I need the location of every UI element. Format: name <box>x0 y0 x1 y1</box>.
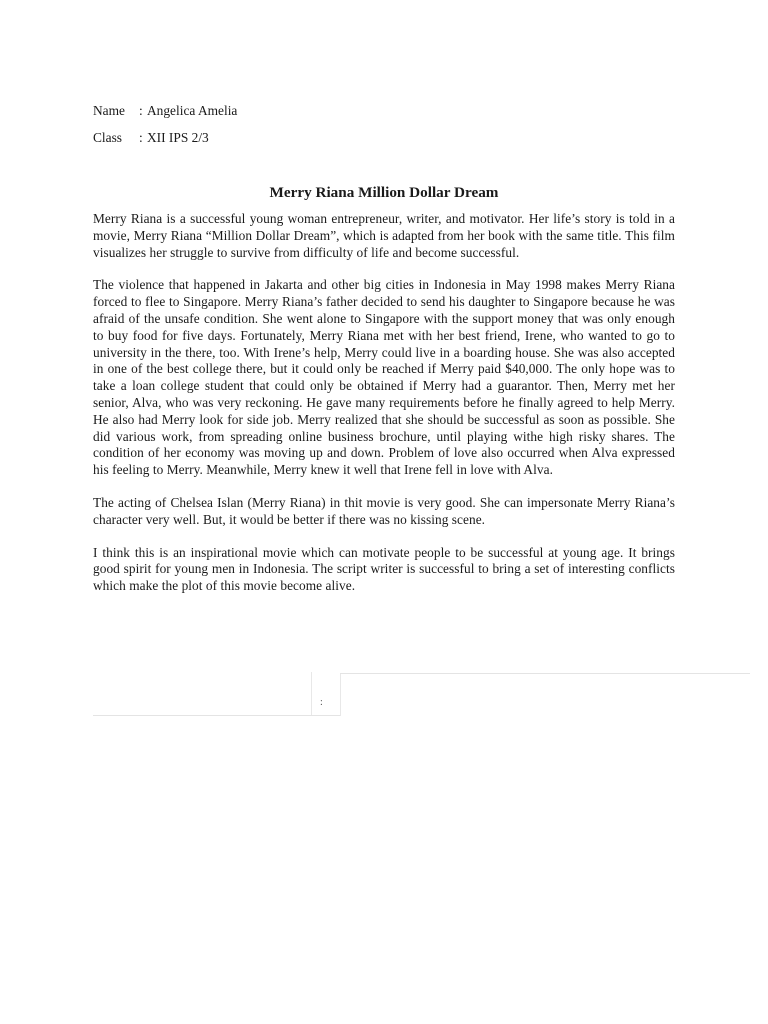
name-separator: : <box>139 103 143 118</box>
student-class-row <box>93 130 209 146</box>
class-label: Class <box>93 130 123 145</box>
footer-colon: : <box>320 697 323 708</box>
name-label: Name <box>93 103 125 118</box>
footer-bottom-rule <box>93 715 311 716</box>
footer-divider-left <box>311 672 312 716</box>
footer-mid-rule <box>311 715 340 716</box>
document-title: Merry Riana Million Dollar Dream <box>269 184 499 201</box>
footer-divider-right <box>340 674 341 716</box>
paragraph-introduction: Merry Riana is a successful young woman entrepreneur, writer, and motivator. Her life’s story is told in a movie, Merry Riana “Million Dollar Dream”, which is adapted from her book with the same title. This film visualizes her struggle to survive from difficulty of life and become successful. <box>93 211 675 260</box>
paragraph-synopsis: The violence that happened in Jakarta and other big cities in Indonesia in May 1998 makes Merry Riana forced to flee to Singapore. Merry Riana’s father decided to send his daughter to Singapore because he was afraid of the unsafe condition. She went alone to Singapore with the support money that was only enough to buy food for five days. Fortunately, Merry Riana met with her best friend, Irene, who wanted to go to university in the there, too. With Irene’s help, Merry could live in a boarding house. She was also accepted in one of the best college there, but it could only be reached if Merry paid $40,000. The only hope was to take a loan college student that could only be obtained if Merry had a guarantor. Then, Merry met her senior, Alva, who was very reckoning. He gave many requirements before he finally agreed to help Merry. He also had Merry look for side job. Merry realized that she should be successful as soon as possible. She did various work, from spreading online business brochure, until playing withe high risky shares. The condition of her economy was moving up and down. Problem of love also occurred when Alva expressed his feeling to Merry. Meanwhile, Merry knew it well that Irene fell in love with Alva. <box>93 277 675 478</box>
name-value: Angelica Amelia <box>147 103 238 118</box>
student-name-row <box>93 103 237 119</box>
document-body <box>93 211 675 611</box>
class-separator: : <box>139 130 143 145</box>
paragraph-conclusion: I think this is an inspirational movie which can motivate people to be successful at young age. It brings good spirit for young men in Indonesia. The script writer is successful to bring a set of interesting conflicts which make the plot of this movie become alive. <box>93 544 675 594</box>
footer-top-rule <box>340 673 750 674</box>
class-value: XII IPS 2/3 <box>147 130 209 145</box>
paragraph-acting: The acting of Chelsea Islan (Merry Riana) in thit movie is very good. She can impersonate Merry Riana’s character very well. But, it would be better if there was no kissing scene. <box>93 494 675 527</box>
